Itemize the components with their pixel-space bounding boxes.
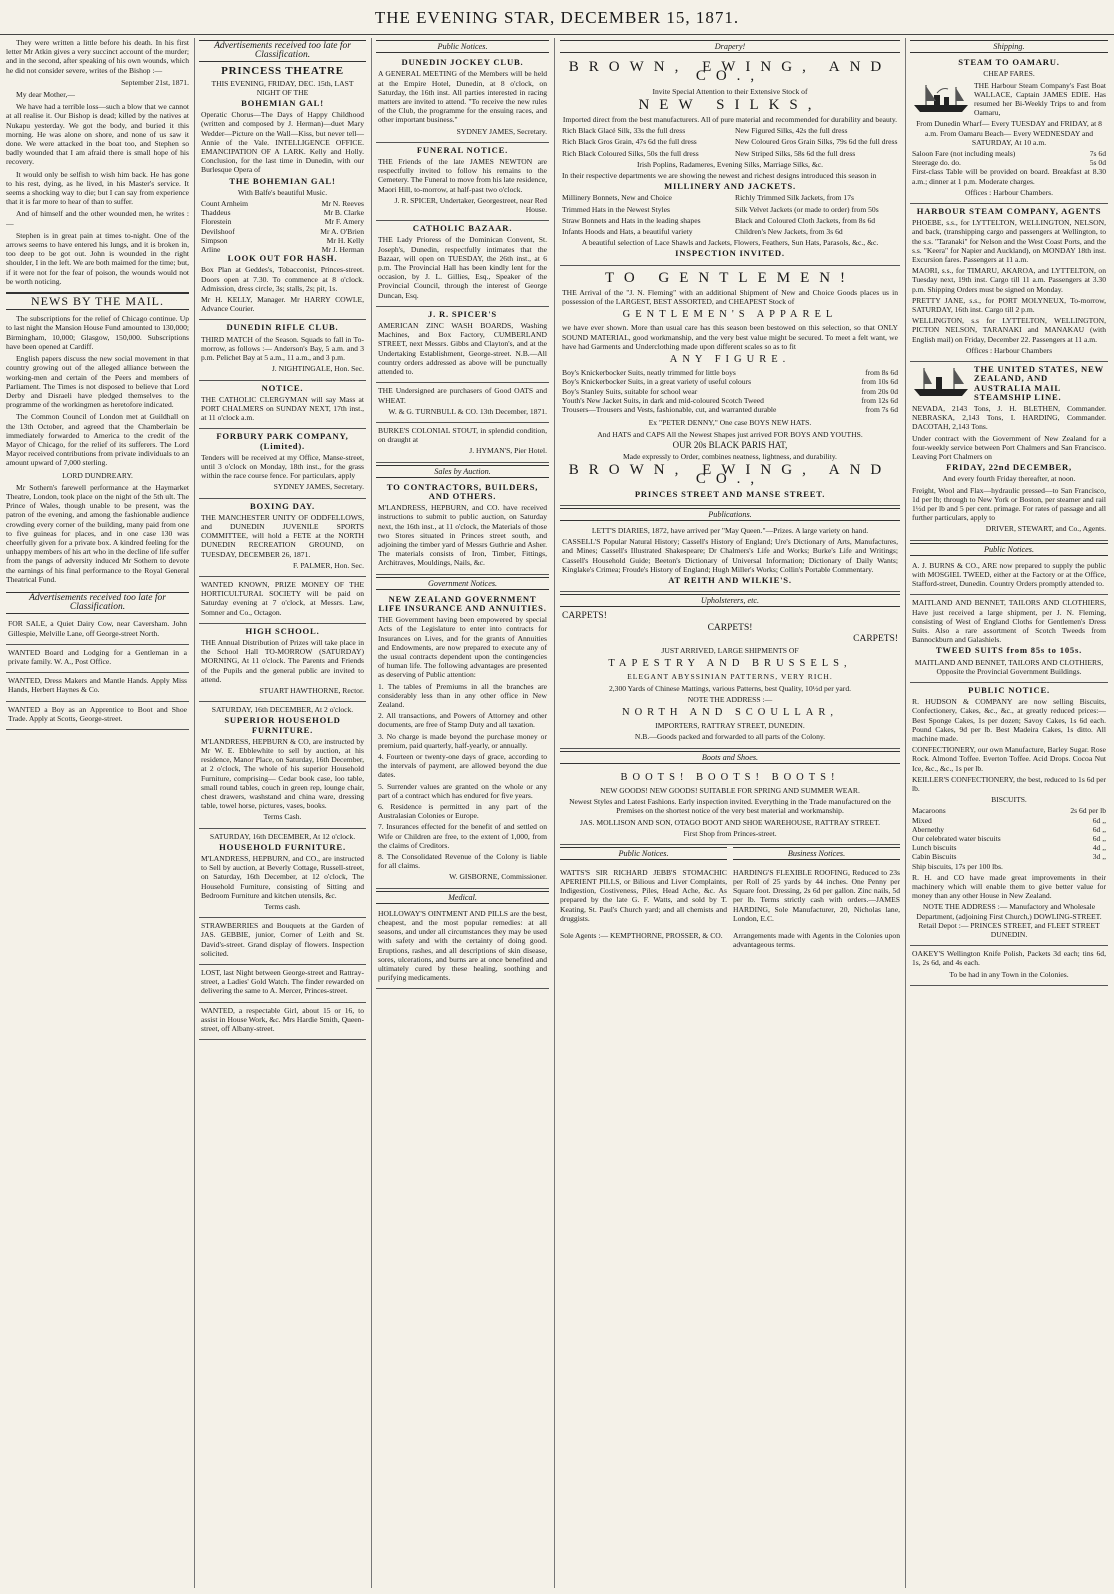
ad-signature: J. R. SPICER, Undertaker, Georgestreet, near Red House.: [394, 195, 547, 215]
ad-body: WANTED KNOWN, PRIZE MONEY OF THE HORTICULTURAL SOCIETY will be paid on Saturday evening at 7 o'clock, at Messrs. Law, Somner and Co., Octagon.: [201, 579, 364, 617]
letter-paragraph: We have had a terrible loss—such a blow that we cannot at all realise it. Our Bishop is dead; killed by the natives at Nukapu yesterday. We got the body, and buried it this morning. He was alone on shore, and none of us saw it done. We were attacked in the boat too, and Stephen so badly wounded that I am afraid there is small hope of his recovery.: [6, 102, 189, 167]
ad-text: NOTE THE ADDRESS :—: [687, 694, 773, 704]
ad-text: Arrangements made with Agents in the Colonies upon advantageous terms.: [733, 930, 900, 949]
theatre-date: THIS EVENING, FRIDAY, DEC. 15th, LAST NIGHT OF THE: [211, 78, 354, 97]
ad-mail-steamship: [910, 362, 1108, 540]
bottom-notices: [560, 845, 900, 957]
bec-title: BROWN, EWING, AND CO.,: [568, 59, 892, 85]
ship-row: [912, 365, 1106, 404]
price-value: from 12s 6d: [861, 395, 898, 405]
ad-body: THIRD MATCH of the Season. Squads to fall in To-morrow, as follows :— Anderson's Bay, 5 a.m. and 3 p.m. Pelichet Bay at 5 a.m., 11 a.m., and 3 p.m.: [201, 334, 364, 363]
ad-body: AMERICAN ZINC WASH BOARDS, Washing Machines, and Box Factory, CUMBERLAND STREET, next Messrs. Gibbs and Clayton's, and at the Undertaking Establishment, George-street. N.B.—All country orders addressed as above will be punctually attended to.: [378, 321, 547, 377]
letter-paragraph: And of himself and the other wounded men, he writes :—: [6, 209, 189, 228]
section-heading: Sales by Auction.: [376, 465, 549, 478]
section-heading: Government Notices.: [376, 577, 549, 590]
silk-item: Rich Black Gros Grain, 47s 6d the full dress: [562, 137, 697, 147]
ad-terms: Terms Cash.: [263, 812, 302, 822]
ad-turnbull: [376, 383, 549, 423]
fare-value: 7s 6d: [1089, 149, 1106, 159]
ad-signature: DRIVER, STEWART, and Co., Agents.: [985, 524, 1106, 534]
cast-role: Devilshoof: [201, 226, 235, 236]
bec-title: BROWN, EWING, AND CO.,: [568, 462, 892, 488]
ad-carpets: [560, 609, 900, 748]
ad-title: J. R. SPICER'S: [428, 308, 497, 319]
masthead-title: THE EVENING STAR, DECEMBER 15, 1871.: [374, 8, 740, 27]
ad-text: NEW GOODS! NEW GOODS! SUITABLE FOR SPRING AND SUMMER WEAR.: [600, 785, 860, 795]
ad-catholic-bazaar: [376, 221, 549, 307]
ship-row: [912, 81, 1106, 120]
letter-date: September 21st, 1871.: [121, 77, 189, 87]
price-item: Youth's New Jacket Suits, in dark and mid-coloured Scotch Tweed: [562, 395, 764, 405]
column-rule: [554, 38, 555, 1588]
ad-body: THE Harbour Steam Company's Fast Boat WALLACE, Captain JAMES EDIE. Has resumed her Bi-Weekly Trips to and from Oamaru,: [974, 80, 1106, 118]
biscuit-price: 3d ,,: [1092, 852, 1106, 862]
ad-highlight: TWEED SUITS from 85s to 105s.: [935, 645, 1083, 656]
ad-body: CONFECTIONERY, our own Manufacture, Barley Sugar. Rose Rock. Almond Toffee. Everton Toffee. Acid Drops. Cocoa Nut Ice, &c., &c., 1s per lb.: [912, 745, 1106, 773]
insurance-item: 2. All transactions, and Powers of Attorney and other documents, are free of Stamp Duty and all taxation.: [378, 711, 547, 730]
ad-body: HOLLOWAY'S OINTMENT AND PILLS are the best, cheapest, and the most popular remedies: at all seasons, and under all circumstances they may be used with safety and with the certainty of doing good. Eruptions, rashes, and all descriptions of skin disease, sores, ulcerations, and burns are at once benefited and ultimately cured by these healing, soothing and purifying medicaments.: [378, 908, 547, 983]
ad-body: A. J. BURNS & CO., ARE now prepared to supply the public with MOSGIEL TWEED, either at the Factory or at the Office, Stafford-street, Dunedin. Country Orders promptly attended to.: [912, 560, 1106, 589]
millinery-item: Trimmed Hats in the Newest Styles: [562, 204, 670, 214]
ad-text: Imported direct from the best manufacturers. All of pure material and recommended for durability and beauty.: [562, 115, 898, 125]
ad-wanted-board: [6, 645, 189, 673]
ad-title: NEW ZEALAND GOVERNMENT LIFE INSURANCE AND ANNUITIES.: [378, 593, 547, 613]
theatre-cast-intro: With Balfe's beautiful Music.: [237, 187, 328, 197]
ad-funeral-notice: [376, 143, 549, 221]
apparel-title: GENTLEMEN'S APPAREL: [622, 309, 838, 321]
column-rule: [371, 38, 372, 1588]
section-heading: Boots and Shoes.: [560, 751, 900, 764]
ad-body: THE MANCHESTER UNITY OF ODDFELLOWS, and DUNEDIN JUVENILE SPORTS COMMITTEE, will hold a FETE at the NORTH DUNEDIN RECREATION GROUND, on TUESDAY, DECEMBER 26, 1871.: [201, 512, 364, 559]
ad-body: R. H. and CO have made great improvements in their machinery which will enable them to give better value for money than any other House in New Zealand.: [912, 872, 1106, 901]
jacket-item: Silk Velvet Jackets (or made to order) from 50s: [735, 204, 879, 214]
cast-row: [201, 217, 364, 226]
ship-notice: WELLINGTON, s.s for LYTTELTON, WELLINGTON, PICTON NELSON, TARANAKI and MANAKAU (with English mail) on Friday, December 22. Passengers at 11 a.m.: [912, 316, 1106, 344]
ad-text: In their respective departments we are showing the newest and richest designs introduced this season in: [562, 171, 877, 181]
ad-signature: J. HYMAN'S, Pier Hotel.: [469, 446, 547, 456]
column-rule: [905, 38, 906, 1588]
ad-title: HARBOUR STEAM COMPANY, AGENTS: [916, 206, 1102, 217]
jacket-item: Richly Trimmed Silk Jackets, from 17s: [735, 193, 854, 203]
ad-text: A beautiful selection of Lace Shawls and Jackets, Flowers, Feathers, Sun Hats, Parasols, &c., &c.: [581, 238, 879, 248]
biscuit-price: 6d ,,: [1092, 834, 1106, 844]
biscuit-name: Cabin Biscuits: [912, 852, 957, 862]
ad-princess-theatre: [199, 64, 366, 320]
ad-text: THE Arrival of the "J. N. Fleming" with an additional Shipment of New and Choice Goods places us in possession of the LARGEST, BEST ASSORTED, and CHEAPEST Stock of: [562, 287, 898, 307]
fare-row: [912, 158, 1106, 167]
ad-wanted-dressmakers: [6, 673, 189, 701]
ad-catholic-notice: [199, 381, 366, 430]
ad-text: IMPORTERS, RATTRAY STREET, DUNEDIN.: [655, 721, 805, 731]
ad-body: Under contract with the Government of New Zealand for a four-weekly service between Port Chalmers and San Francisco. Leaving Port Chalmers on: [912, 433, 1106, 461]
ad-body: THE Undersigned are purchasers of Good OATS and WHEAT.: [378, 386, 547, 405]
ad-body: WANTED, a respectable Girl, about 15 or 16, to assist in House Work, &c. Mrs Hardie Smith, Queen-street, off Albany-street.: [201, 1005, 364, 1034]
biscuit-row: [912, 816, 1106, 825]
ad-text: FOR SALE, a Quiet Dairy Cow, near Caversham. John Gillespie, Melville Lane, off George-street North.: [8, 619, 187, 638]
ad-title: THE UNITED STATES, NEW ZEALAND, AND AUSTRALIA MAIL STEAMSHIP LINE.: [974, 364, 1104, 402]
section-heading: Business Notices.: [733, 847, 900, 860]
ad-body: KEILLER'S CONFECTIONERY, the best, reduced to 1s 6d per lb.: [912, 774, 1106, 794]
boots-title: BOOTS! BOOTS! BOOTS!: [620, 771, 840, 783]
ad-brown-ewing-silks: [560, 55, 900, 265]
ad-body: R. HUDSON & COMPANY are now selling Biscuits, Confectionery, Cakes, &c., &c., at greatly reduced prices:— Best Sponge Cakes, 1s per dozen; Savoy Cakes, 1s 6d each. Pound Cakes, 9d per lb. Best Madeira Cakes, 1s ditto. All machine made.: [912, 697, 1106, 743]
ad-body: To be had in any Town in the Colonies.: [949, 969, 1069, 979]
silk-item: Rich Black Coloured Silks, 50s the full dress: [562, 148, 699, 158]
fare-label: Saloon Fare (not including meals): [912, 149, 1016, 159]
cast-actor: Mr F. Amery: [324, 217, 364, 227]
millinery-item: Infants Hoods and Hats, a beautiful variety: [562, 227, 693, 237]
ad-strawberries: [199, 918, 366, 965]
jacket-item: Children's New Jackets, from 3s 6d: [735, 227, 843, 237]
cast-row: [201, 199, 364, 208]
millinery-item: Millinery Bonnets, New and Choice: [562, 193, 672, 203]
ad-forbury-park: [199, 429, 366, 498]
ad-body: M'LANDRESS, HEPBURN, and CO. have received instructions to submit to public auction, on Saturday next, the 16th inst., at 11 o'clock, the Materials of those two Stores situated in Princes street south, and adjoining the timber yard of Messrs Guthrie and Asher. The materials consists of Iron, Timber, Fittings, Architraves, Mouldings, Nails, &c.: [378, 503, 547, 568]
silks-title: NEW SILKS,: [638, 96, 822, 113]
millinery-heading: MILLINERY AND JACKETS.: [664, 181, 796, 192]
column-5: [910, 38, 1108, 1588]
fare-row: [912, 149, 1106, 158]
jacket-item: Black and Coloured Cloth Jackets, from 8s 6d: [735, 215, 876, 225]
ad-text: CASSELL'S Popular Natural History; Cassell's History of England; Ure's Dictionary of Arts, Manufactures, and Mines; Cassell's Illustrated Shakespeare; Dr Chalmers's Life and Works; Burke's Life and Writings; Cassell's Household Guide; Beeton's Dictionary of Universal Information; Dictionary of Daily Wants; Kinglake's Crimea; Froude's History of England; Hugh Miller's Works; Collin's Portable Commentary.: [562, 537, 898, 574]
ad-text: LETT'S DIARIES, 1872, have arrived per "May Queen."—Prizes. A large variety on hand.: [591, 525, 869, 535]
news-paragraph: Mr Sothern's farewell performance at the Haymarket Theatre, London, took place on the night of the 5th ult. The Prince of Wales, though unable to be present, was the patron of the evening, and among the fashionable audience crowding every corner of the building, many paid from one to five guineas for places, and in one case 130 was cheerfully given for a private box. A kindred feeling for the unhappy members of his art who in the decline of life suffer from the pangs of adversity induced Mr Sothern to devote the earnings of his final performance to the Royal General Theatrical Fund.: [6, 482, 189, 584]
biscuit-row: [912, 825, 1106, 834]
too-late-heading: Advertisements received too late for Classification.: [199, 40, 366, 62]
ad-body: STRAWBERRIES and Bouquets at the Garden of JAS. GEBBIE, junior, Corner of Leith and St. David's-street. Grand display of flowers. Inspection solicited.: [201, 921, 364, 958]
carpets-banner: CARPETS!: [707, 622, 753, 633]
news-paragraph: English papers discuss the new social movement in that country growing out of the alleged alliance between the working-men and certain of the Peers and members of Parliament. The Times is not disposed to believe that Lord Derby and Disraeli have pledged themselves to the programme of the workingmen as heretofore indicated.: [6, 354, 189, 410]
ad-wanted-boy: [6, 702, 189, 730]
theatre-body: Operatic Chorus—The Days of Happy Childhood (written and composed by J. Herman)—duet Mary Wedder—Picture on the Wall—Kiss, but never tell—Annie of the Vale. INTELLIGENCE OFFICE. EMANCIPATION OF A LARK. Kelly and Holly. Conclusion, for the last time in Dunedin, with our Burlesque Opera of: [201, 110, 364, 175]
price-value: from 7s 6d: [865, 405, 898, 415]
carpets-banner: CARPETS!: [853, 633, 898, 644]
biscuit-row: [912, 806, 1106, 815]
ad-furniture-sale: [199, 702, 366, 828]
ad-high-school: [199, 624, 366, 702]
cast-actor: Mr H. Kelly: [326, 235, 364, 245]
ad-title: SUPERIOR HOUSEHOLD FURNITURE.: [224, 715, 341, 735]
millinery-list: [562, 193, 898, 238]
cast-actor: Mr A. O'Brien: [320, 226, 364, 236]
ad-life-insurance: [376, 592, 549, 889]
column-rule: [194, 38, 195, 1588]
ad-boots: [560, 766, 900, 845]
north-scoullar-title: NORTH AND SCOULLAR,: [621, 706, 838, 718]
ad-text: Irish Poplins, Radameres, Evening Silks, Marriage Silks, &c.: [636, 159, 824, 169]
ad-title: HIGH SCHOOL.: [245, 625, 320, 636]
ad-signature: SYDNEY JAMES, Secretary.: [456, 126, 547, 136]
ad-title: DUNEDIN JOCKEY CLUB.: [401, 57, 524, 68]
biscuit-name: Abernethy: [912, 824, 945, 834]
section-heading: Public Notices.: [910, 543, 1108, 556]
bec-address: PRINCES STREET AND MANSE STREET.: [634, 488, 826, 499]
price-item: Boy's Stanley Suits, suitable for school wear: [562, 386, 698, 396]
too-late-heading: Advertisements received too late for Classification.: [6, 592, 189, 614]
ad-date: FRIDAY, 22nd DECEMBER,: [946, 462, 1072, 473]
section-heading: Shipping.: [910, 40, 1108, 53]
column-1: [6, 38, 189, 1588]
theatre-title: PRINCESS THEATRE: [221, 65, 344, 78]
cast-actor: Mr J. Herman: [321, 245, 364, 255]
ad-wanted-known: [199, 577, 366, 624]
ad-date: SATURDAY, 16th DECEMBER, At 2 o'clock.: [211, 705, 354, 715]
ad-title: CATHOLIC BAZAAR.: [412, 223, 513, 234]
price-value: from 8s 6d: [865, 368, 898, 378]
ad-body: THE CATHOLIC CLERGYMAN will say Mass at PORT CHALMERS on SUNDAY NEXT, 17th inst., at 11 o'clock a.m.: [201, 394, 364, 423]
cast-row: [201, 208, 364, 217]
biscuit-name: Lunch biscuits: [912, 843, 957, 853]
ad-title: BOXING DAY.: [250, 500, 315, 511]
insurance-item: 1. The tables of Premiums in all the branches are considerably less than in any other office in New Zealand.: [378, 681, 547, 709]
cast-row: [201, 236, 364, 245]
cast-role: Count Arnheim: [201, 199, 249, 209]
ad-body: And every fourth Friday thereafter, at noon.: [942, 474, 1076, 484]
ad-body: MAITLAND AND BENNET, TAILORS AND CLOTHIERS, Have just received a large shipment, per J. N. Fleming, consisting of West of England Cloths for Gentlemen's Dress Suits. Also a rare assortment of Scotch Tweeds from Bannockburn and Galashiels.: [912, 598, 1106, 645]
fare-value: 5s 0d: [1089, 158, 1106, 168]
theatre-lookout: LOOK OUT FOR HASH.: [227, 253, 338, 264]
letter-salutation: My dear Mother,—: [16, 90, 75, 100]
insurance-item: 3. No charge is made beyond the purchase money or premium, paid quarterly, half-yearly, or annually.: [378, 731, 547, 750]
ad-title: TO CONTRACTORS, BUILDERS, AND OTHERS.: [386, 481, 539, 501]
silk-item: Rich Black Glacé Silk, 33s the full dress: [562, 126, 686, 136]
column-2: [199, 38, 366, 1588]
ad-lost-watch: [199, 965, 366, 1003]
ad-text: Newest Styles and Latest Fashions. Early inspection invited. Everything in the Trade manufactured on the Premises on the shortest notice of the very best material and workmanship.: [569, 797, 891, 816]
news-paragraph: The Common Council of London met at Guildhall on the 13th October, and agreed that the Chamberlain be immediately forwarded to America to the credit of the Mayor of Chicago, for the relief of its sufferers. The Lord Mayor received contributions from private individuals to an amount upward of 7,000 sterling.: [6, 412, 189, 468]
ad-signature: Sole Agents :— KEMPTHORNE, PROSSER, & CO.: [560, 930, 723, 940]
biscuit-name: Mixed: [912, 815, 932, 825]
letter-paragraph: They were written a little before his death. In his first letter Mr Atkin gives a very succinct account of the murder; and in the second, after speaking of his own wounds, which he did not consider severe, writes of the Bishop :—: [6, 38, 189, 75]
ad-boxing-day: [199, 499, 366, 577]
ad-signature: J. NIGHTINGALE, Hon. Sec.: [271, 364, 364, 374]
cast-role: Florestein: [201, 217, 232, 227]
ad-text: 2,300 Yards of Chinese Mattings, various Patterns, best Quality, 10½d per yard.: [608, 683, 852, 693]
steamship-icon: [912, 365, 970, 399]
ad-oakey: [910, 946, 1108, 986]
ad-body: BURKE'S COLONIAL STOUT, in splendid condition, on draught at: [378, 425, 547, 445]
carpets-banner: CARPETS!: [562, 611, 607, 622]
ad-jockey-club: [376, 55, 549, 143]
column-4: [560, 38, 900, 1588]
ad-body: THE Friends of the late JAMES NEWTON are respectfully invited to follow his remains to the Cemetery. The Funeral to move from his late residence, Maori Hill, to-morrow, at half-past two o'clock.: [378, 157, 547, 194]
ad-text: JUST ARRIVED, LARGE SHIPMENTS OF: [661, 645, 799, 655]
ad-signature: STUART HAWTHORNE, Rector.: [259, 685, 364, 695]
ad-body: First-class Table will be provided on board. Breakfast at 8.30 a.m.; dinner at 1 p.m. Moderate charges.: [912, 167, 1106, 186]
biscuit-price: 4d ,,: [1092, 843, 1106, 853]
ad-text: WANTED a Boy as an Apprentice to Boot and Shoe Trade. Apply at Scotts, George-street.: [8, 704, 187, 723]
ad-signature: F. PALMER, Hon. Sec.: [292, 560, 364, 570]
tapestry-title: TAPESTRY AND BRUSSELS,: [608, 658, 852, 670]
price-value: from 20s 0d: [861, 386, 898, 396]
theatre-manager: Mr H. KELLY, Manager. Mr HARRY COWLE, Advance Courier.: [201, 295, 364, 314]
price-value: from 10s 6d: [861, 377, 898, 387]
ad-text: And HATS and CAPS All the Newest Shapes just arrived FOR BOYS AND YOUTHS.: [597, 429, 863, 439]
ad-rifle-club: [199, 320, 366, 380]
insurance-item: 8. The Consolidated Revenue of the Colony is liable for all claims.: [378, 852, 547, 871]
ad-gentlemen: [560, 266, 900, 506]
ad-text: WANTED Board and Lodging for a Gentleman in a private family. W. A., Post Office.: [8, 647, 187, 666]
biscuits-heading: BISCUITS.: [991, 795, 1027, 805]
ad-body: MAITLAND AND BENNET, TAILORS AND CLOTHIERS, Opposite the Provincial Government Buildings.: [914, 657, 1104, 676]
ad-title: PUBLIC NOTICE.: [968, 684, 1050, 695]
ad-signature: W. GISBORNE, Commissioner.: [449, 872, 547, 882]
silk-item: New Striped Silks, 58s 6d the full dress: [735, 148, 856, 158]
ad-text: Ex "PETER DENNY," One case BOYS NEW HATS.: [648, 418, 812, 428]
insurance-item: 4. Fourteen or twenty-one days of grace, according to the intervals of payment, are allowed beyond the due dates.: [378, 752, 547, 780]
section-heading: Public Notices.: [560, 847, 727, 860]
ad-harbour-agents: [910, 204, 1108, 362]
ad-body: Freight, Wool and Flax—hydraulic pressed—to San Francisco, 1d per lb; through to New York or Boston, per steamer and rail 1½d per lb and 5 per cent. primage. For rates of passage and all further particulars, apply to: [912, 485, 1106, 523]
ad-offices: Offices : Harbour Chambers.: [964, 187, 1053, 197]
price-row: [562, 405, 898, 414]
ad-subtitle: CHEAP FARES.: [983, 69, 1035, 79]
ad-body: Ship biscuits, 17s per 100 lbs.: [912, 861, 1003, 871]
millinery-item: Straw Bonnets and Hats in the leading shapes: [562, 215, 701, 225]
fare-label: Steerage do. do.: [912, 158, 961, 168]
ad-body: NOTE THE ADDRESS :— Manufactory and Wholesale Department, (adjoining First Church,) DOWLING-STREET. Retail Depot :— PRINCES STREET, and FLEET STREET DUNEDIN.: [916, 902, 1102, 940]
ad-burns-tweed: [910, 558, 1108, 596]
steamship-icon: [912, 81, 970, 115]
ad-text: JAS. MOLLISON AND SON, OTAGO BOOT AND SHOE WAREHOUSE, RATTRAY STREET.: [579, 817, 881, 827]
ad-spicer: [376, 307, 549, 383]
ad-body: M'LANDRESS, HEPBURN & CO, are instructed by Mr W. E. Ebblewhite to sell by auction, at his residence, Manor Place, on Saturday, 16th December, at 2 o'clock, The whole of his superior Household Furniture, comprising— Cedar book case, loo table, small round tables, couch in green rep, lounge chair, chest drawers, washstand and china ware, dressing table, towel horse, pictures, vases, books.: [201, 736, 364, 811]
price-row: [562, 396, 898, 405]
ship-notice: PRETTY JANE, s.s., for PORT MOLYNEUX, To-morrow, SATURDAY, 16th inst. Cargo till 2 p.m.: [912, 295, 1106, 315]
ad-signature: SYDNEY JAMES, Secretary.: [273, 482, 364, 492]
ad-date: SATURDAY, 16th DECEMBER, At 12 o'clock.: [209, 831, 356, 841]
ad-body: OAKEY'S Wellington Knife Polish, Packets 3d each; tins 6d, 1s, 2s 6d, and 4s each.: [912, 949, 1106, 968]
ad-title: NOTICE.: [261, 382, 304, 393]
ad-terms: Terms cash.: [264, 902, 301, 912]
cast-row: [201, 227, 364, 236]
figure-title: ANY FIGURE.: [669, 354, 791, 366]
ad-text: Invite Special Attention to their Extensive Stock of: [652, 86, 808, 96]
ad-title: STEAM TO OAMARU.: [958, 57, 1060, 68]
price-item: Trousers—Trousers and Vests, fashionable, cut, and warranted durable: [562, 405, 777, 415]
column-3: [376, 38, 549, 1588]
ad-holloway: [376, 906, 549, 990]
ad-signature: W. & G. TURNBULL & CO. 13th December, 1871.: [388, 406, 547, 416]
theatre-show: THE BOHEMIAN GAL!: [229, 175, 336, 186]
ad-wanted-girl: [199, 1003, 366, 1041]
silk-item: New Coloured Gros Grain Silks, 79s 6d the full dress: [735, 137, 898, 147]
cast-actor: Mr N. Reeves: [321, 199, 364, 209]
section-heading: Publications.: [560, 508, 900, 521]
news-heading: NEWS BY THE MAIL.: [6, 292, 189, 310]
biscuit-name: Our celebrated water biscuits: [912, 834, 1001, 844]
biscuit-price: 2s 6d per lb: [1070, 806, 1106, 816]
ad-burke-stout: [376, 423, 549, 463]
inspection-invited: INSPECTION INVITED.: [675, 248, 785, 259]
ad-text: WANTED, Dress Makers and Mantle Hands. Apply Miss Hands, Herbert Haynes & Co.: [8, 676, 187, 695]
ad-offices: Offices : Harbour Chambers: [965, 345, 1053, 355]
insurance-item: 6. Residence is permitted in any part of the Australasian Colonies or Europe.: [378, 802, 547, 821]
ad-text: HARDING'S FLEXIBLE ROOFING, Reduced to 23s per Roll of 25 yards by 44 inches. One Penny per Square foot. Dressing, 2s 6d per gallon. Zinc nails, 5d per lb. Terms strictly cash with orders.—JAMES HARDING, Sole Manufacturer, 20, Nicholas lane, London, E.C.: [733, 867, 900, 923]
ad-body: THE Lady Prioress of the Dominican Convent, St. Joseph's, Dunedin, respectfully intimates that the Bazaar, will open on TUESDAY, the 26th inst., at 6 p.m. The Provincial Hall has been kindly lent for the occasion, by J. L. Gillies, Esq., Speaker of the Provincial Council, through the interest of George Duncan, Esq.: [378, 235, 547, 300]
ad-text: First Shop from Princes-street.: [683, 828, 777, 838]
paris-hat: OUR 20s BLACK PARIS HAT,: [672, 439, 788, 450]
theatre-box-plan: Box Plan at Geddes's, Tobacconist, Princes-street. Doors open at 7.30. To commence at 8 o'clock. Admission, dress circle, 3s; stalls, 2s; pit, 1s.: [201, 265, 364, 293]
section-heading: Medical.: [376, 891, 549, 904]
biscuit-row: [912, 852, 1106, 861]
silk-list: [562, 126, 898, 160]
ad-text: we have ever shown. More than usual care has this season been bestowed on this selection, so that ONLY SOUND MATERIAL, good workmanship, and the very best value might be secured. To meet a felt want, we have had Garments and Underclothing made upon different scales so as to fit: [562, 323, 898, 351]
ad-title: HOUSEHOLD FURNITURE.: [219, 841, 346, 852]
ad-body: A GENERAL MEETING of the Members will be held at the Empire Hotel, Dunedin, at 8 o'clock, on Saturday, the 16th inst. All parties interested in racing matters are invited to attend. "To receive the new rules of the Club, the programme for the ensuing races, and other important business.": [378, 69, 547, 125]
ad-text: WATTS'S SIR RICHARD JEBB'S STOMACHIC APERIENT PILLS, or Bilious and Liver Complaints, Indigestion, Costiveness, Piles, Head Ache, &c. As prepared by the late G. F. Watts, and sold by T. Keating, St. Paul's Church yard; and all chemists and druggists.: [560, 867, 727, 923]
ad-household-sale: [199, 829, 366, 919]
ad-contractors: [376, 480, 549, 575]
letter-paragraph: Stephen is in great pain at times to-night. One of the arrows seems to have entered his lungs, and it is broken in, too deep to be got out. John is wounded in the right shoulder, I in the left. We are both maimed for the time; but, if it were not for the fear of poison, the wounds would not be worth noticing.: [6, 230, 189, 286]
section-heading: Upholsterers, etc.: [560, 594, 900, 607]
ad-for-sale: [6, 616, 189, 644]
cast-role: Arline: [201, 245, 221, 255]
cast-actor: Mr B. Clarke: [323, 208, 364, 218]
ad-body: LOST, last Night between George-street and Rattray-street, a Ladies' Gold Watch. The finder rewarded on delivering the same to A. Mercer, Princes-street.: [201, 968, 364, 996]
ad-body: THE Government having been empowered by special Acts of the Legislature to enter into contracts for Insurances on Lives, and for the grants of Annuities and Endowments, are now prepared to execute any of the usual contracts dependent upon the contingencies of human life. The following advantages are presented as deserving of Public attention:: [378, 615, 547, 680]
biscuit-price: 6d ,,: [1092, 824, 1106, 834]
ship-notice: PHOEBE, s.s., for LYTTELTON, WELLINGTON, NELSON, and back, (transhipping cargo and passengers at Wellington, to the s.s. "Taranaki" for Nelson and the West Coast Ports, and the s.s. "Keera" for Napier and Auckland), on MONDAY 18th inst. Excursion fares. Passengers at 11 a.m.: [912, 218, 1106, 265]
masthead: [0, 0, 1114, 35]
news-paragraph: The subscriptions for the relief of Chicago continue. Up to last night the Mansion House Fund amounted to 130,000; Birmingham, 10,000; Glasgow, 150,000. Subscriptions have been opened at Cardiff.: [6, 314, 189, 351]
section-heading: Public Notices.: [376, 40, 549, 53]
biscuit-name: Macaroons: [912, 806, 946, 816]
ad-hudson-biscuits: [910, 683, 1108, 946]
ad-steam-oamaru: [910, 55, 1108, 204]
gents-title: TO GENTLEMEN!: [604, 269, 856, 286]
insurance-item: 7. Insurances effected for the benefit of and settled on Wife or Children are free, to the extent of 1,000, from the claims of Creditors.: [378, 822, 547, 850]
ad-title: DUNEDIN RIFLE CLUB.: [226, 322, 339, 333]
ad-title: FUNERAL NOTICE.: [416, 144, 509, 155]
ad-text: N.B.—Goods packed and forwarded to all parts of the Colony.: [634, 732, 826, 742]
ad-text: ELEGANT ABYSSINIAN PATTERNS, VERY RICH.: [627, 672, 833, 682]
section-heading: Drapery!: [560, 40, 900, 53]
price-row: [562, 368, 898, 377]
ad-body: NEVADA, 2143 Tons, J. H. BLETHEN, Commander. NEBRASKA, 2,143 Tons, I. HARDING, Commander. DACOTAH, 2,143 Tons.: [912, 403, 1106, 432]
ad-body: M'LANDRESS, HEPBURN, and CO., are instructed to Sell by auction, at Beverly Cottage, Russell-street, on Saturday, 16th December, at 12 o'clock, The Household Furniture, consisting of Sitting and Bedroom Furniture and kitchen utensils, &c.: [201, 854, 364, 900]
ad-text: Made expressly to Order, combines neatness, lightness, and durability.: [623, 451, 837, 461]
price-row: [562, 377, 898, 386]
price-item: Boy's Knickerbocker Suits, neatly trimmed for little boys: [562, 368, 736, 378]
ad-body: Tenders will be received at my Office, Manse-street, until 3 o'clock on Monday, 18th inst., for the grass within the race course fence. For particulars, apply: [201, 452, 364, 481]
biscuit-row: [912, 843, 1106, 852]
news-subheading: LORD DUNDREARY.: [62, 470, 133, 480]
biscuit-row: [912, 834, 1106, 843]
ad-maitland-bennet: [910, 595, 1108, 683]
ad-body: From Dunedin Wharf— Every TUESDAY and FRIDAY, at 8 a.m. From Oamaru Beach— Every WEDNESDAY and SATURDAY, At 10 a.m.: [916, 119, 1102, 147]
price-row: [562, 387, 898, 396]
ship-notice: MAORI, s.s., for TIMARU, AKAROA, and LYTTELTON, on Tuesday next, 19th inst. Cargo till 11 a.m. Passengers at 3.30 p.m. Shipping Orders must be signed on Monday.: [912, 266, 1106, 294]
theatre-show: BOHEMIAN GAL!: [241, 98, 324, 109]
ad-signature: AT REITH AND WILKIE'S.: [668, 574, 792, 585]
silk-item: New Figured Silks, 42s the full dress: [735, 126, 848, 136]
letter-paragraph: It would only be selfish to wish him back. He has gone to his rest, dying, as he lived, in his Master's service. It seems a shocking way to die; but I can say from experience that it is far more to hear of than to suffer.: [6, 169, 189, 207]
price-item: Boy's Knickerbocker Suits, in a great variety of useful colours: [562, 377, 752, 387]
cast-role: Thaddeus: [201, 208, 231, 218]
ad-publications: [560, 523, 900, 592]
ad-body: THE Annual Distribution of Prizes will take place in the School Hall TO-MORROW (SATURDAY) MORNING, At 11 o'clock. The Parents and Friends of the Pupils and the general public are invited to attend.: [201, 637, 364, 684]
cast-role: Simpson: [201, 235, 228, 245]
biscuit-price: 6d ,,: [1092, 815, 1106, 825]
ad-title: FORBURY PARK COMPANY, (Limited).: [216, 431, 349, 451]
insurance-item: 5. Surrender values are granted on the whole or any part of a contract which has endured for five years.: [378, 781, 547, 800]
